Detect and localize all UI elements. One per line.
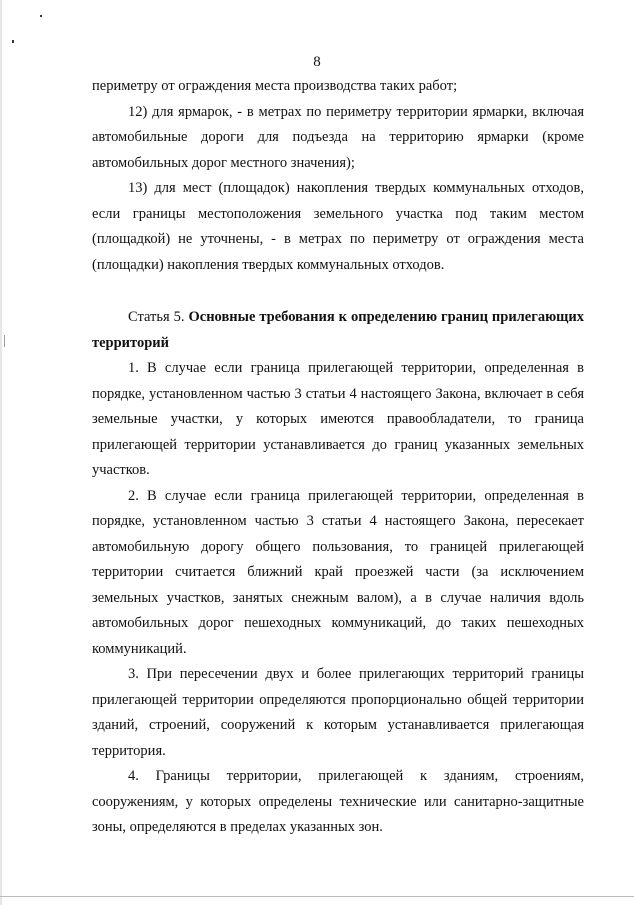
article-title: Основные требования к определению границ прилегающих территорий — [92, 309, 585, 351]
list-item-12: 12) для ярмарок, - в метрах по периметру территории ярмарки, включая автомобильные дороги для подъезда на территорию ярмарки (кроме автомобильных дорог местного значения); — [92, 103, 584, 171]
scan-speck — [4, 335, 5, 347]
article-heading — [92, 305, 584, 356]
paragraph-continuation: периметру от ограждения места производства таких работ; — [92, 78, 458, 94]
scan-bottom-edge — [0, 896, 634, 897]
article-item-2: 2. В случае если граница прилегающей территории, определенная в порядке, установленном частью 3 статьи 4 настоящего Закона, пересекает автомобильную дорогу общего пользования, то границей прилегающей территории считается ближний край проезжей части (за исключением земельных участков, занятых снежным валом), а в случае наличия вдоль автомобильных дорог пешеходных коммуникаций, до таких пешеходных коммуникаций. — [92, 487, 584, 657]
article-item-4: 4. Границы территории, прилегающей к зданиям, строениям, сооружениям, у которых определены технические или санитарно-защитные зоны, определяются в пределах указанных зон. — [92, 768, 584, 835]
document-body — [92, 74, 584, 841]
page-number: 8 — [313, 54, 321, 70]
article-item-3: 3. При пересечении двух и более прилегающих территорий границы прилегающей территории определяются пропорционально общей территории зданий, строений, сооружений к которым устанавливается прилегающая территория. — [92, 666, 584, 759]
article-item-1: 1. В случае если граница прилегающей территории, определенная в порядке, установленном частью 3 статьи 4 настоящего Закона, включает в себя земельные участки, у которых имеются правообладатели, то граница прилегающей территории устанавливается до границ указанных земельных участков. — [92, 360, 584, 478]
list-item-13: 13) для мест (площадок) накопления твердых коммунальных отходов, если границы местоположения земельного участка под таким местом (площадкой) не уточнены, - в метрах по периметру от ограждения места (площадки) накопления твердых коммунальных отходов. — [92, 180, 584, 273]
article-prefix: Статья 5. — [128, 309, 185, 325]
scan-speck — [40, 15, 42, 17]
scan-left-edge — [0, 0, 2, 905]
scan-speck — [12, 40, 14, 43]
